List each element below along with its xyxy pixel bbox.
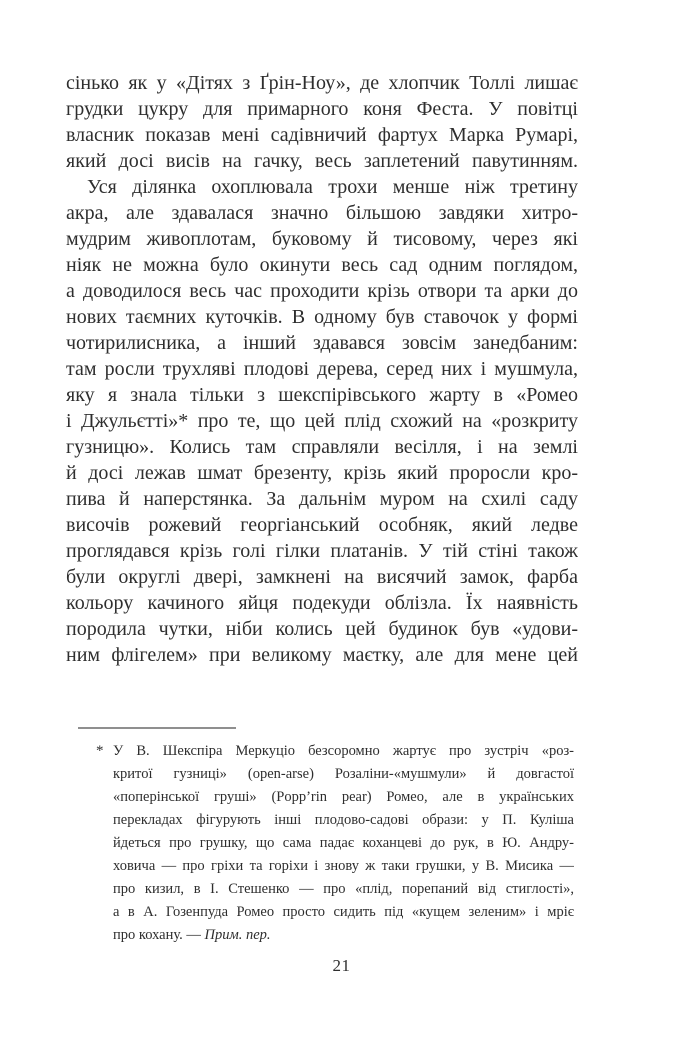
text-line: чотирилисника, а інший здавався зовсім занедбаним:: [66, 332, 578, 354]
text-line: височів рожевий георгіанський особняк, який ледве: [66, 514, 578, 536]
text-line: і Джульєтті»* про те, що цей плід схожий на «розкриту: [66, 410, 578, 432]
text-line: кольору качиного яйця подекуди облізла. Їх наявність: [66, 592, 578, 614]
text-line: акра, але здавалася значно більшою завдяки хитро-: [66, 202, 578, 224]
text-line: були округлі двері, замкнені на висячий замок, фарба: [66, 566, 578, 588]
text-line: ніяк не можна було окинути весь сад одним поглядом,: [66, 254, 578, 276]
text-line: ховича — про гріхи та горіхи і знову ж таки грушки, у В. Мисика —: [113, 858, 574, 874]
text-line: Уся ділянка охоплювала трохи менше ніж третину: [87, 176, 578, 198]
footnote-text: [113, 740, 574, 924]
body-text: [66, 70, 578, 668]
text-line: а в А. Гозенпуда Ромео просто сидить під «кущем зеленим» і мріє: [113, 904, 574, 920]
text-line: власник показав мені садівничий фартух Марка Румарі,: [66, 124, 578, 146]
text-line: про кизил, в І. Стешенко — про «плід, порепаний від стиглості»,: [113, 881, 574, 897]
footnote-marker: *: [96, 743, 104, 759]
footnote-last-line: [113, 924, 574, 947]
text-line: а доводилося весь час проходити крізь отвори та арки до: [66, 280, 578, 302]
text-line: У В. Шекспіра Меркуціо безсоромно жартує про зустріч «роз-: [113, 743, 574, 759]
paragraph-2: [66, 174, 578, 668]
text-line: ним флігелем» при великому маєтку, але для мене цей: [66, 644, 578, 666]
text-line: мудрим живоплотам, буковому й тисовому, через які: [66, 228, 578, 250]
text-line: й досі лежав шмат брезенту, крізь який проросли кро-: [66, 462, 578, 484]
text-line: пива й наперстянка. За дальнім муром на схилі саду: [66, 488, 578, 510]
footnote-divider: [78, 727, 236, 729]
text-line: яку я знала тільки з шекспірівського жарту в «Ромео: [66, 384, 578, 406]
text-line: проглядався крізь голі гілки платанів. У тій стіні також: [66, 540, 578, 562]
text-line: сінько як у «Дітях з Ґрін-Ноу», де хлопчик Толлі лишає: [66, 72, 578, 94]
paragraph-1: [66, 70, 578, 174]
text-line: критої гузниці» (open-arse) Розаліни-«мушмули» й довгастої: [113, 766, 574, 782]
text-line: там росли трухляві плодові дерева, серед них і мушмула,: [66, 358, 578, 380]
text-line: йдеться про грушку, що сама падає коханцеві до рук, в Ю. Андру-: [113, 835, 574, 851]
footnote: [113, 740, 574, 947]
text-line: «поперінської груші» (Popp’rin pear) Ромео, але в українських: [113, 789, 574, 805]
text-line: породила чутки, ніби колись цей будинок був «удови-: [66, 618, 578, 640]
page-number: 21: [332, 956, 351, 975]
text-line: який досі висів на гачку, весь заплетений павутинням.: [66, 150, 578, 172]
text-line: нових таємних куточків. В одному був ставочок у формі: [66, 306, 578, 328]
translator-note: Прим. пер.: [204, 927, 271, 943]
text-line: грудки цукру для примарного коня Феста. У повітці: [66, 98, 578, 120]
footnote-last-line-text: про кохану. —: [113, 927, 205, 943]
text-line: перекладах фігурують інші плодово-садові образи: у П. Куліша: [113, 812, 574, 828]
text-line: гузницю». Колись там справляли весілля, і на землі: [66, 436, 578, 458]
